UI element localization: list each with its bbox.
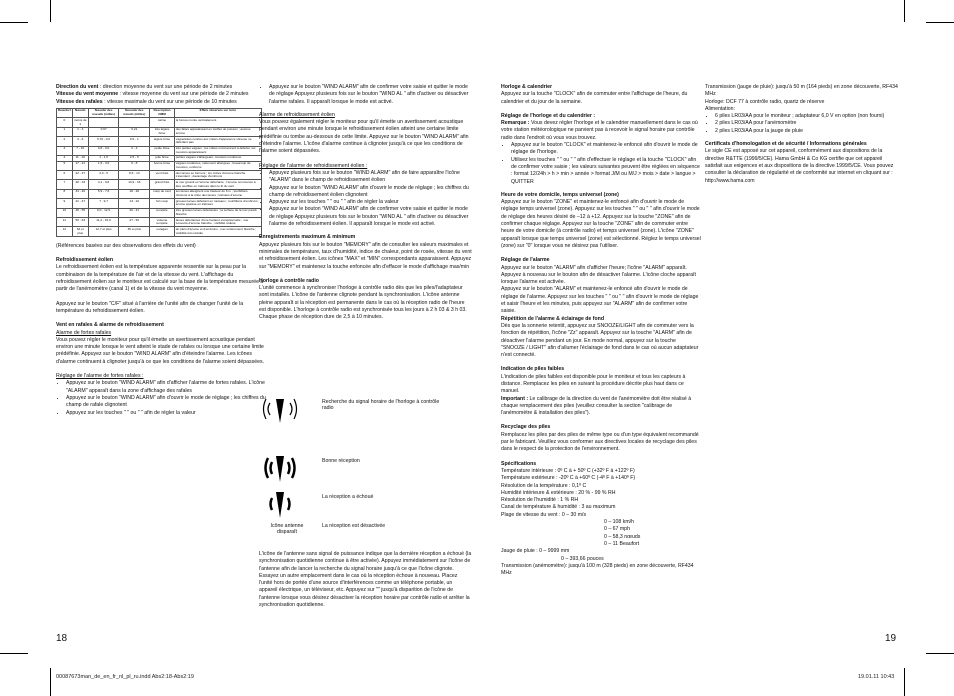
- spec-line: 0 – 393,66 pouces: [561, 555, 604, 562]
- antenna-failed-icon: [262, 488, 298, 520]
- table-cell: 6: [57, 171, 73, 180]
- table-cell: [119, 118, 150, 127]
- list-item: • Appuyez sur le bouton "WIND ALARM" afin d'ouvrir le mode de réglage ; les chiffres du champ de rafale clignotent: [66, 395, 266, 410]
- table-cell: 64 et plus: [72, 227, 88, 236]
- list-item: • Appuyez sur les touches " " ou " " afin de régler la valeur: [66, 410, 266, 417]
- gust-alarm-text: Vous pouvez régler le moniteur pour qu'il émette un avertissement acoustique pendant environ une minute lorsque le vent atteint le stade de rafales ou lorsque une certaine limite prédéfinie. Appuyez sur le bouton "WIND ALARM" afin d'éteindre l'alarme. Les icônes d'alarme continuent à clignoter jusqu'à ce que les conditions de l'alarme soient dépassées.: [56, 336, 265, 365]
- table-cell: 1,5 - 3,0: [88, 161, 119, 170]
- table-cell: 2: [57, 137, 73, 146]
- list-item: • Appuyez sur le bouton "WIND ALARM" afin d'ouvrir le mode de réglage ; les chiffres du champ de refroidissement éolien clignotent: [269, 185, 472, 200]
- crop-mark: [926, 653, 954, 654]
- table-cell: 41 - 47: [72, 199, 88, 208]
- table-cell: petites vagues s'allongeant, moutons nombreux: [174, 155, 261, 161]
- table-cell: 7 - 10: [72, 146, 88, 155]
- rc-tz-text: Appuyez sur le bouton "ZONE" et maintenez-le enfoncé afin d'ouvrir le mode de réglage temps universel (zone). Appuyez sur les touches " " ou " " afin d'ouvrir le mode de réglage des heures désiré de –12 à +12. Appuyez sur la touche "ZONE" afin de confirmer chaque réglage. Appuyez sur la touche "ZONE" afin de commuter entre heure de votre domicile (à contrôle radio) et temps universel (zone). L'icône "ZONE" apparaît lorsque que temps universel (zone) est sélectionné. Réglez le temps universel (zone) sur "0" lorsque vous ne désirez pas l'utiliser.: [501, 199, 701, 249]
- table-cell: [88, 118, 119, 127]
- table-cell: grosses lames déferlant en rouleaux ; tourbillons d'embruns ; écume épaisse en traînées: [174, 199, 261, 208]
- table-cell: 13 - 22: [119, 199, 150, 208]
- table-cell: 11 - 16: [72, 155, 88, 161]
- table-cell: 0: [57, 118, 73, 127]
- antenna-text-block: [259, 551, 472, 616]
- table-cell: 2,0 - 5: [88, 171, 119, 180]
- table-row: [57, 199, 262, 208]
- table-row: [57, 227, 262, 236]
- page-number-left: 18: [56, 633, 68, 644]
- table-cell: moins de 1: [73, 117, 87, 126]
- antenna-good-icon: [262, 452, 298, 484]
- table-header-cell: Beaufort: [57, 108, 73, 117]
- spec-line: Transmission (anémomètre): jusqu'à 100 m (328 pieds) en zone découverte, RF434 MHz: [501, 562, 694, 577]
- table-cell: 7: [57, 180, 73, 189]
- table-cell: tempête: [150, 208, 175, 217]
- table-cell: 3: [57, 146, 73, 155]
- signal-label: Bonne réception: [322, 458, 360, 464]
- list-item: • Appuyez plusieurs fois sur le bouton "WIND ALARM" afin de faire apparaître l'icône "ALARM" dans le champ de refroidissement éolien: [269, 170, 472, 185]
- table-cell: 5: [57, 161, 73, 170]
- spec-line: Température extérieure : -20º C à +60º C (-4º F à +140º F): [501, 475, 636, 482]
- table-cell: 1 - 1,5: [88, 155, 119, 161]
- alarm-title: Vent en rafales & alarme de refroidissement: [56, 322, 164, 329]
- rc-clock-text: Appuyez sur la touche "CLOCK" afin de commuter entre l'affichage de l'heure, du calendrier et du jour de la semaine.: [501, 91, 688, 105]
- power-list: [705, 113, 900, 135]
- table-cell: air plein d'écume et d'embruns ; mer entièrement blanche ; visibilité très réduite: [174, 227, 261, 236]
- table-cell: ouragan: [150, 227, 175, 236]
- table-cell: 20 - 41: [119, 208, 150, 217]
- table-cell: 8,5 - 13: [119, 171, 150, 180]
- slug-left: 00087673man_de_en_fr_nl_pl_ru.indd Abs2:18-Abs2:19: [56, 674, 194, 680]
- rc-snooze-text: Dès que la sonnerie retentit, appuyez sur SNOOZE/LIGHT afin de commuter vers la fonction de répétition, l'icône "Zz" apparaît. Appuyez sur la touche "ALARM" afin de désactiver l'alarme pendant un jour. En mode normal, appuyez sur la touche "SNOOZE / LIGHT" afin d'allumer l'éclairage de fond dans le cas où aucun adaptateur n'est connecté.: [501, 322, 699, 359]
- gust-label: Vitesse des rafales: [56, 98, 103, 105]
- antenna-searching-icon: [262, 393, 298, 425]
- gust-text: : vitesse maximale du vent sur une période de 10 minutes: [102, 98, 237, 105]
- signal-label: La réception a échoué: [322, 494, 374, 500]
- right-column-1: [501, 84, 701, 577]
- rc-snooze-title: Répétition de l'alarme & éclairage de fond: [501, 315, 604, 322]
- table-cell: 8: [57, 189, 73, 198]
- clock-text: L'unité commence à synchroniser l'horloge à contrôle radio dès que les piles/l'adaptateur sont installés. L'icône de l'antenne clignote pendant la synchronisation. L'icône antenne pleine apparaît si la réception est permanente dans le cas où la réception radio de l'heure est disponible. L'horloge à contrôle radio est synchronisée tous les jours à 2 h 03 & 3 h 03. Chaque phase de réception dure de 2,5 à 10 minutes.: [259, 285, 467, 321]
- table-header-cell: Effets observés sur terre: [174, 108, 261, 117]
- setting-list: [56, 380, 266, 416]
- spec-line: Canal de température & humidité : 3 au maximum: [501, 504, 616, 511]
- table-cell: très légère brise: [150, 127, 175, 136]
- table-cell: très grosses lames déferlantes ; la surface de la mer paraît blanche: [174, 208, 261, 217]
- rc-remark-label: Remarque :: [501, 120, 530, 127]
- wind-dir-label: Direction du vent: [56, 84, 99, 90]
- table-cell: 35 et plus: [119, 227, 150, 236]
- crop-mark: [904, 0, 905, 22]
- rc-recycle-text: Remplacez les piles par des piles de même type ou d'un type équivalent recommandé par le fabricant. Veuillez vous conformer aux directives locales de recyclage des piles dans le respect de la protection de l'environnement.: [501, 431, 699, 453]
- table-cell: 12: [57, 227, 73, 236]
- signal-label: La réception est désactivée: [322, 523, 386, 529]
- crop-mark: [50, 668, 51, 696]
- table-cell: 1 - 3: [72, 127, 88, 136]
- rc-set-list: [501, 142, 701, 186]
- rc-battery-text: L'indication de piles faibles est disponible pour le moniteur et tous les capteurs à distance. Remplacez les piles en suivant la procédure décrite plus haut dans ce manuel.: [501, 373, 686, 395]
- table-cell: 1: [57, 127, 73, 136]
- table-cell: des lames se forment ; les crêtes d'écume blanche s'étendent ; davantage d'embruns: [174, 171, 261, 180]
- crop-mark: [926, 22, 954, 23]
- table-cell: 9,0 - 12,5: [88, 208, 119, 217]
- table-cell: 11: [57, 218, 73, 227]
- table-cell: les lames atteignent une hauteur de 6 m ; tourbillons d'écume à la crête des lames ; traînées d'écume: [174, 189, 261, 198]
- table-cell: 0,97: [88, 127, 119, 136]
- table-header-cell: Description OMM: [150, 108, 175, 117]
- spec-line: Transmission (jauge de pluie): jusqu'à 50 m (164 pieds) en zone découverte, RF434 MHz: [705, 84, 898, 98]
- table-cell: vent frais: [150, 171, 175, 180]
- rc-set-title: Réglage de l'horloge et du calendrier :: [501, 112, 596, 119]
- signal-row-off: [262, 523, 472, 549]
- crop-mark: [904, 668, 905, 696]
- signal-row-good: [262, 452, 472, 488]
- rc-tz-title: Heure de votre domicile, temps universel (zone): [501, 191, 619, 198]
- table-cell: des faites apparaissant en touffes de poisson ; aucune écume: [174, 127, 261, 136]
- table-header-cell: Nœuds/ des noeuds (milles): [88, 108, 119, 117]
- table-cell: la mer grossit et l'écume déferlante ; l'écume commence à être soufflée en traînées dans le lit du vent: [174, 180, 261, 189]
- gust-alarm-title: Alarme de fortes rafales: [56, 329, 112, 336]
- table-cell: 4,1 - 9,8: [88, 180, 119, 189]
- table-cell: coup de vent: [150, 189, 175, 198]
- table-cell: jolie brise: [150, 155, 175, 161]
- chill-text: Le refroidissement éolien est la température apparente ressentie sur la peau par la combinaison de la température de l'air et de la vitesse du vent. L'affichage du refroidissement éolien sur le moniteur est calculé sur la base de la température mesurée à partir de l'anémomètre (canal 1) et de la vitesse du vent moyenne.: [56, 264, 264, 293]
- rc-remark: Vous devez régler l'horloge et le calendrier manuellement dans le cas où votre station météorologique ne parvient pas à recevoir le signal horaire par contrôle radio dans l'endroit où vous vous trouvez.: [501, 120, 698, 141]
- slug-right: 19.01.11 10:43: [858, 674, 895, 680]
- signal-row-failed: [262, 488, 472, 524]
- list-item: • Appuyez sur le bouton "CLOCK" et maintenez-le enfoncé afin d'ouvrir le mode de réglage de l'horloge.: [511, 142, 701, 157]
- signal-label: Recherche du signal horaire de l'horloge à contrôle radio: [322, 399, 440, 411]
- table-cell: 0,70 - 0,0: [88, 137, 119, 146]
- list-item: • Appuyez sur le bouton "WIND ALARM" afin de confirmer votre saisie et quitter le mode de réglage Appuyez plusieurs fois sur le bouton "WIND AL " afin d'activer ou désactiver l'alarme rafales. Il apparaît lorsque le mode est activé.: [269, 84, 472, 106]
- table-cell: 7 - 9,7: [88, 199, 119, 208]
- ref-text: (Références basées sur des observations des effets du vent): [56, 242, 196, 249]
- spec-line: Horloge: DCF 77 à contrôle radio, quartz de réserve: [705, 98, 825, 105]
- records-text: Appuyez plusieurs fois sur le bouton "MEMORY" afin de consulter les valeurs maximales et minimales de température, taux d'humidité, indice de chaleur, point de rosée, vitesse du vent et refroidissement éolien. Les icônes "MAX" et "MIN" correspondants apparaissent. Appuyez sur "MEMORY" et maintenez la touche enfoncée afin d'effacer le mode d'affichage max/min: [259, 241, 472, 270]
- crop-mark: [0, 22, 28, 23]
- spec-line: 0 – 67 mph: [604, 526, 630, 533]
- spec-line: Plage de vitesse du vent : 0 – 30 m/s: [501, 511, 587, 518]
- table-row: [57, 189, 262, 198]
- table-cell: vagues modérées, nettement allongées ; beaucoup de moutons, embruns: [174, 161, 261, 170]
- table-cell: bonne brise: [150, 161, 175, 170]
- list-item: • Appuyez sur le bouton "WIND ALARM" afin de confirmer votre saisie et quitter le mode de réglage Appuyez plusieurs fois sur le bouton "WIND AL " afin d'activer ou désactiver l'alarme de refroidissement éolien. Il apparaît lorsque le mode est activé.: [269, 206, 472, 228]
- table-cell: 0,21: [119, 127, 150, 136]
- gust-confirm-list: [259, 84, 472, 106]
- antenna-text: L'icône de l'antenne sans signal de puissance indique que la dernière réception a échoué (la synchronisation quotidienne continue à être activée). Appuyez immédiatement sur l'icône de l'antenne afin de lancer la recherche du signal horaire jusqu'à ce que l'icône clignote. Essayez un autre emplacement dans le cas où la réception échoue à nouveau. Placez l'unité hors de portée d'une source d'interférences comme un téléphone portable, un appareil électrique, un téléviseur, etc. Appuyez sur "" jusqu'à disparition de l'icône de l'antenne lorsque vous désirez désactiver la réception horaire par contrôle radio et arrêter la synchronisation quotidienne.: [259, 551, 472, 609]
- table-row: [57, 118, 262, 127]
- crop-mark: [0, 653, 28, 654]
- table-cell: 2 - 3: [119, 146, 150, 155]
- table-row: [57, 171, 262, 180]
- list-item: • 2 piles LR03/AA pour la jauge de pluie: [715, 128, 900, 135]
- table-cell: 48 - 55: [72, 208, 88, 217]
- spec-list: [501, 468, 701, 577]
- table-cell: 6 - 8: [119, 161, 150, 170]
- list-item: • 6 piles LR03/AA pour le moniteur ; adaptateur 6,0 V en option (non fourni): [715, 113, 900, 120]
- signal-label: Icône antenne disparaît: [270, 523, 304, 535]
- left-column-1: [56, 84, 266, 423]
- setting-title: Réglage de l'alarme de fortes rafales :: [56, 373, 144, 380]
- table-cell: 0,8 - 0,0: [88, 146, 119, 155]
- rc-alarm-text2: Appuyez sur le bouton "ALARM" et maintenez-le enfoncé afin d'ouvrir le mode de réglage de l'alarme. Appuyez sur les touches " " ou " " afin d'ouvrir le mode de réglage et saisir l'heure et les minutes, puis appuyez sur "ALARM" afin de confirmer votre saisie.: [501, 286, 699, 315]
- clock-title: Horloge à contrôle radio: [259, 277, 319, 284]
- table-cell: 56 - 63: [72, 218, 88, 227]
- list-item: • Appuyez sur les touches " " ou " " afin de régler la valeur: [269, 199, 472, 206]
- table-cell: 0,5 - 1: [119, 137, 150, 146]
- rc-spec-title: Spécifications: [501, 460, 537, 467]
- table-row: [57, 208, 262, 217]
- table-cell: 13,9 - 18: [119, 180, 150, 189]
- left-column-2: [259, 84, 472, 329]
- crop-mark: [50, 0, 51, 22]
- table-cell: lames déferlantes d'une hauteur exceptionnelle ; mer couverte d'écume blanche ; visibilité réduite: [174, 218, 261, 227]
- chill-title: Refroidissement éolien: [56, 257, 114, 264]
- spec-line: Alimentation:: [705, 105, 735, 112]
- table-cell: 18 - 20: [119, 189, 150, 198]
- records-title: Enregistrements maximum & minimum: [259, 234, 356, 241]
- signal-row-searching: [262, 393, 472, 433]
- right-column-2: [705, 84, 900, 192]
- spec-line: 0 – 58,3 nœuds: [604, 533, 641, 540]
- spec-line: Résolution de la température : 0,1º C: [501, 482, 587, 489]
- table-cell: 10: [57, 208, 73, 217]
- table-cell: 11,2 - 15,0: [88, 218, 119, 227]
- table-cell: 4 - 6: [72, 137, 88, 146]
- table-row: [57, 146, 262, 155]
- table-cell: 28 - 33: [72, 180, 88, 189]
- table-header-row: [57, 108, 262, 117]
- list-item: • 2 piles LR03/AA pour l'anémomètre: [715, 120, 900, 127]
- avg-speed-label: Vitesse du vent moyenne: [56, 91, 119, 98]
- table-cell: la fumée monte verticalement: [174, 118, 261, 127]
- rc-clock-title: Horloge & calendrier: [501, 84, 553, 90]
- table-cell: 5,9 - 7,6: [88, 189, 119, 198]
- rc-battery-title: Indication de piles faibles: [501, 366, 565, 373]
- wind-dir-text: : direction moyenne du vent sur une période de 2 minutes: [98, 84, 233, 90]
- table-row: [57, 127, 262, 136]
- cert-title: Certificats d'homologation et de sécurité / Informations générales: [705, 141, 867, 148]
- table-row: [57, 161, 262, 170]
- unit-text: Appuyez sur le bouton "C/F" situé à l'arrière de l'unité afin de changer l'unité de la température du refroidissement éolien.: [56, 300, 244, 314]
- table-cell: fort coup: [150, 199, 175, 208]
- rc-recycle-title: Recyclage des piles: [501, 424, 551, 431]
- table-cell: 9: [57, 199, 73, 208]
- spec-line: Jauge de pluie : 0 – 9999 mm: [501, 548, 570, 555]
- avg-speed-text: : vitesse moyenne du vent sur une période de 2 minutes: [118, 91, 249, 98]
- chill-alarm-text: Vous pouvez également régler le moniteur pour qu'il émette un avertissement acoustique pendant environ une minute lorsque le refroidissement éolien atteint une certaine limite prédéfinie ou tombe au-dessous de cette limite. Appuyez sur le bouton "WIND ALARM" afin d'éteindre l'alarme. L'icône d'alarme continue à clignoter jusqu'à ce que les conditions de l'alarme soient dépassées.: [259, 119, 469, 155]
- table-cell: petite brise: [150, 146, 175, 155]
- cert-text: Le sigle CE est apposé sur cet appareil, conformément aux dispositions de la directive R&TTE (1999/5/CE). Hama GmbH & Co KG certifie que cet appareil satisfait aux exigences et aux dispositions de la directive 1999/5/CE. Vous pouvez consulter la déclaration de régularité et de conformité sur internet en cliquant sur : http://www.hama.com: [705, 148, 894, 184]
- table-row: [57, 218, 262, 227]
- table-cell: calme: [150, 118, 175, 127]
- spec-line: Résolution de l'humidité : 1 % RH: [501, 497, 579, 504]
- table-cell: très petites vagues ; les crêtes commencent à déferler, les moutons apparaissent: [174, 146, 261, 155]
- rc-important-label: Important :: [501, 395, 529, 402]
- table-cell: 12,7 et plus: [88, 227, 119, 236]
- spec-line: 0 – 11 Beaufort: [604, 540, 640, 547]
- table-cell: 17 - 21: [72, 161, 88, 170]
- list-item: • Appuyez sur le bouton "WIND ALARM" afin d'afficher l'alarme de fortes rafales. L'icône "ALARM" apparaît dans la zone d'affichage des rafales: [66, 380, 266, 395]
- table-cell: légère brise: [150, 137, 175, 146]
- table-cell: 34 - 40: [72, 189, 88, 198]
- rc-alarm-text1: Appuyez sur le bouton "ALARM" afin d'afficher l'heure; l'icône "ALARM" apparaît. Appuyez à nouveau sur le bouton afin de désactiver l'alarme. L'icône cloche apparaît lorsque l'alarme est activée.: [501, 264, 696, 286]
- chill-alarm-title: Alarme de refroidissement éolien: [259, 111, 335, 118]
- table-cell: 2,5 - 5: [119, 155, 150, 161]
- spec-line: 0 – 108 km/h: [604, 519, 634, 526]
- table-cell: violente tempête: [150, 218, 175, 227]
- spec-line: Température intérieure : 0º C à + 50º C (+32º F à +122º F): [501, 467, 635, 474]
- list-item: • Utilisez les touches " " ou " " afin d'effectuer le réglage et la touche "CLOCK" afin de confirmer votre saisie ; les valeurs suivantes peuvent être réglées en séquence : format 12/24h > h > min > année > format J/M ou M/J > mois > date > langue > QUITTER: [511, 157, 701, 186]
- table-cell: 22 - 27: [72, 171, 88, 180]
- table-header-cell: Noeuds/ des nœuds (milles): [119, 108, 150, 117]
- chill-setting-title: Réglage de l'alarme de refroidissement éolien :: [259, 162, 368, 169]
- table-row: [57, 137, 262, 146]
- rc-alarm-title: Réglage de l'alarme: [501, 257, 550, 264]
- table-cell: 4: [57, 155, 73, 161]
- page-number-right: 19: [885, 633, 897, 644]
- table-row: [57, 180, 262, 189]
- rc-important: Le calibrage de la direction du vent de l'anémomètre doit être réalisé à chaque remplacement des piles (veuillez consulter la section "calibrage de l'anémomètre & installation des piles").: [501, 395, 692, 417]
- spec-line: Humidité intérieure & extérieure : 20 % - 99 % RH: [501, 489, 616, 496]
- beaufort-table: [56, 108, 262, 237]
- table-cell: grand frais: [150, 180, 175, 189]
- table-cell: 27 - 52: [119, 218, 150, 227]
- table-header-cell: Nœuds: [72, 108, 88, 117]
- table-cell: vaguelettes courtes aux crêtes d'apparence vitreuse ne déferlant pas: [174, 137, 261, 146]
- chill-setting-list: [259, 170, 472, 228]
